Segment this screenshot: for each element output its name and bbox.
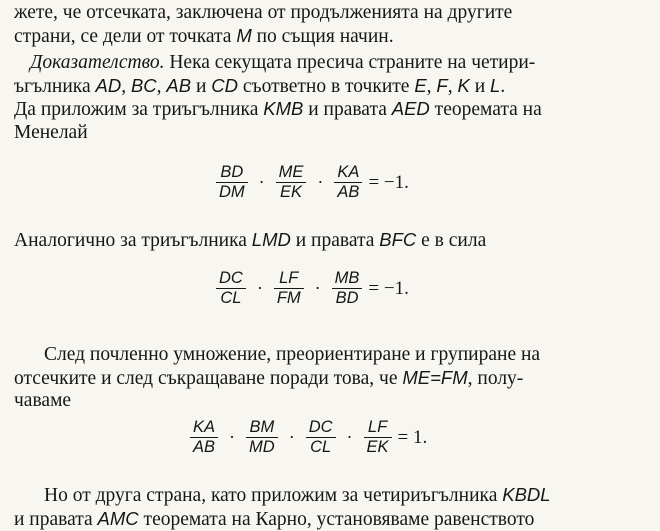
numerator: BD: [217, 163, 246, 182]
denominator: CL: [307, 438, 334, 457]
text-run: и: [470, 76, 490, 97]
paragraph-intro: [14, 2, 650, 48]
triangle-label: KMB: [263, 98, 303, 119]
text-run: е в сила: [416, 230, 486, 251]
text-run: Да приложим за триъгълника: [14, 99, 263, 120]
numerator: KA: [334, 163, 362, 182]
text-run: отсечките и след съкращаване поради това, че: [14, 368, 402, 389]
text-run: чаваме: [14, 390, 71, 411]
point-label: K: [457, 75, 469, 96]
multiply-dot: ·: [347, 427, 353, 448]
text-line: [14, 508, 650, 531]
formula-menelaus-kmb: [214, 163, 409, 202]
multiply-dot: ·: [289, 427, 295, 448]
triangle-label: LMD: [252, 229, 291, 250]
segment-equality: ME=FM: [402, 367, 467, 388]
segment-label: AB: [166, 75, 191, 96]
paragraph-proof: [14, 52, 650, 144]
denominator: AB: [334, 183, 362, 202]
denominator: MD: [246, 438, 278, 457]
text-run: , полу-: [468, 368, 524, 389]
equation-result: = −1.: [368, 172, 408, 194]
paragraph-analogous: [14, 229, 650, 253]
multiply-dot: ·: [259, 172, 265, 193]
text-run: страни, се дели от точката: [14, 26, 236, 47]
text-run: теоремата на Карно, установяваме равенството: [139, 509, 535, 530]
multiply-dot: ·: [229, 427, 235, 448]
point-label: M: [236, 25, 251, 46]
text-line: [14, 367, 650, 391]
text-run: Аналогично за триъгълника: [14, 230, 252, 251]
text-run: жете, че отсечката, заключена от продълженията на другите: [14, 2, 512, 23]
multiply-dot: ·: [317, 172, 323, 193]
text-line: [14, 484, 650, 508]
multiply-dot: ·: [257, 278, 263, 299]
fraction: [334, 163, 362, 202]
text-line: [14, 122, 650, 145]
fraction: [306, 418, 336, 457]
denominator: EK: [364, 438, 392, 457]
denominator: EK: [277, 183, 305, 202]
multiply-dot: ·: [315, 278, 321, 299]
point-label: E: [414, 75, 426, 96]
formula-product: [188, 418, 427, 457]
formula-menelaus-lmd: [214, 269, 409, 308]
numerator: DC: [306, 418, 336, 437]
paragraph-carnot: [14, 484, 650, 531]
text-run: и: [191, 76, 211, 97]
numerator: KA: [190, 418, 218, 437]
text-run: и правата: [14, 509, 98, 530]
segment-label: BC: [131, 75, 157, 96]
text-run: След почленно умножение, преориентиране и групиране на: [44, 344, 540, 365]
denominator: DM: [216, 183, 248, 202]
numerator: LF: [365, 418, 390, 437]
text-run: и правата: [291, 230, 379, 251]
text-run: съответно в точките: [238, 76, 414, 97]
text-run: .: [500, 76, 505, 97]
fraction: [216, 163, 248, 202]
text-run: и правата: [303, 99, 391, 120]
equation-result: = 1.: [398, 427, 428, 449]
denominator: CL: [217, 289, 244, 308]
text-line: [14, 25, 650, 49]
numerator: ME: [276, 163, 307, 182]
text-line: ъгълника AD, BC, AB и CD съответно в точките E, F, K и L.: [14, 75, 650, 99]
proof-label: Доказателство.: [30, 52, 164, 73]
text-run: Менелай: [14, 122, 88, 143]
text-run: Нека секущата пресича страните на четири-: [164, 52, 535, 73]
fraction: [216, 269, 246, 308]
fraction: [332, 269, 363, 308]
fraction: [190, 418, 218, 457]
text-run: Но от друга страна, като приложим за четириъгълника: [44, 485, 502, 506]
text-run: ъгълника: [14, 76, 95, 97]
point-label: L: [490, 75, 500, 96]
numerator: BM: [246, 418, 277, 437]
quadrilateral-label: KBDL: [502, 484, 550, 505]
line-label: AMC: [98, 508, 139, 529]
text-line: [14, 52, 650, 75]
equation-result: = −1.: [368, 278, 408, 300]
fraction: [274, 269, 304, 308]
denominator: FM: [274, 289, 304, 308]
text-line: [14, 229, 650, 253]
numerator: LF: [276, 269, 301, 288]
line-label: BFC: [379, 229, 416, 250]
numerator: MB: [332, 269, 363, 288]
text-run: теоремата на: [430, 99, 542, 120]
paragraph-multiply: [14, 344, 650, 413]
fraction: [276, 163, 307, 202]
text-line: [14, 98, 650, 122]
text-line: [14, 344, 650, 367]
segment-label: CD: [211, 75, 238, 96]
denominator: BD: [333, 289, 362, 308]
text-line: [14, 2, 650, 25]
text-run: по същия начин.: [252, 26, 394, 47]
line-label: AED: [392, 98, 430, 119]
denominator: AB: [190, 438, 218, 457]
numerator: DC: [216, 269, 246, 288]
segment-label: AD: [95, 75, 121, 96]
fraction: [364, 418, 392, 457]
point-label: F: [436, 75, 447, 96]
fraction: [246, 418, 278, 457]
text-line: [14, 390, 650, 413]
